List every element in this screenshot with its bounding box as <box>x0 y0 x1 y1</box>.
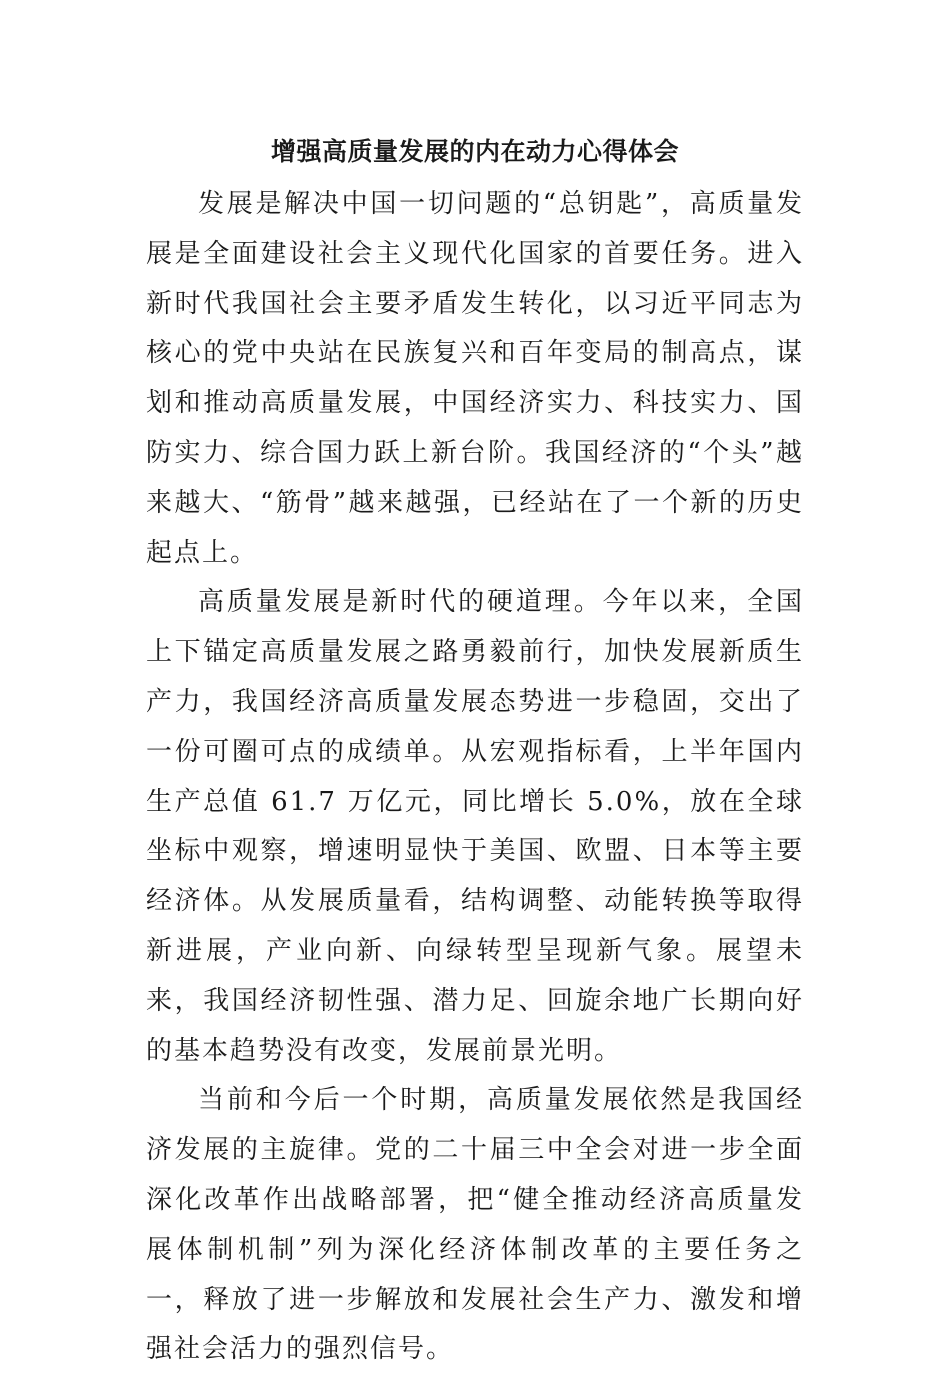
document-title: 增强高质量发展的内在动力心得体会 <box>270 137 679 166</box>
document-body <box>146 180 804 1375</box>
paragraph: 发展是解决中国一切问题的“总钥匙”，高质量发展是全面建设社会主义现代化国家的首要任务。进入新时代我国社会主要矛盾发生转化，以习近平同志为核心的党中央站在民族复兴和百年变局的制高点，谋划和推动高质量发展，中国经济实力、科技实力、国防实力、综合国力跃上新台阶。我国经济的“个头”越来越大、“筋骨”越来越强，已经站在了一个新的历史起点上。 <box>146 189 804 568</box>
paragraph: 当前和今后一个时期，高质量发展依然是我国经济发展的主旋律。党的二十届三中全会对进一步全面深化改革作出战略部署，把“健全推动经济高质量发展体制机制”列为深化经济体制改革的主要任务之一，释放了进一步解放和发展社会生产力、激发和增强社会活力的强烈信号。 <box>146 1085 804 1365</box>
paragraph: 高质量发展是新时代的硬道理。今年以来，全国上下锚定高质量发展之路勇毅前行，加快发展新质生产力，我国经济高质量发展态势进一步稳固，交出了一份可圈可点的成绩单。从宏观指标看，上半年国内生产总值 61.7 万亿元，同比增长 5.0%，放在全球坐标中观察，增速明显快于美国、欧盟、日本等主要经济体。从发展质量看，结构调整、动能转换等取得新进展，产业向新、向绿转型呈现新气象。展望未来，我国经济韧性强、潜力足、回旋余地广长期向好的基本趋势没有改变，发展前景光明。 <box>146 587 804 1066</box>
